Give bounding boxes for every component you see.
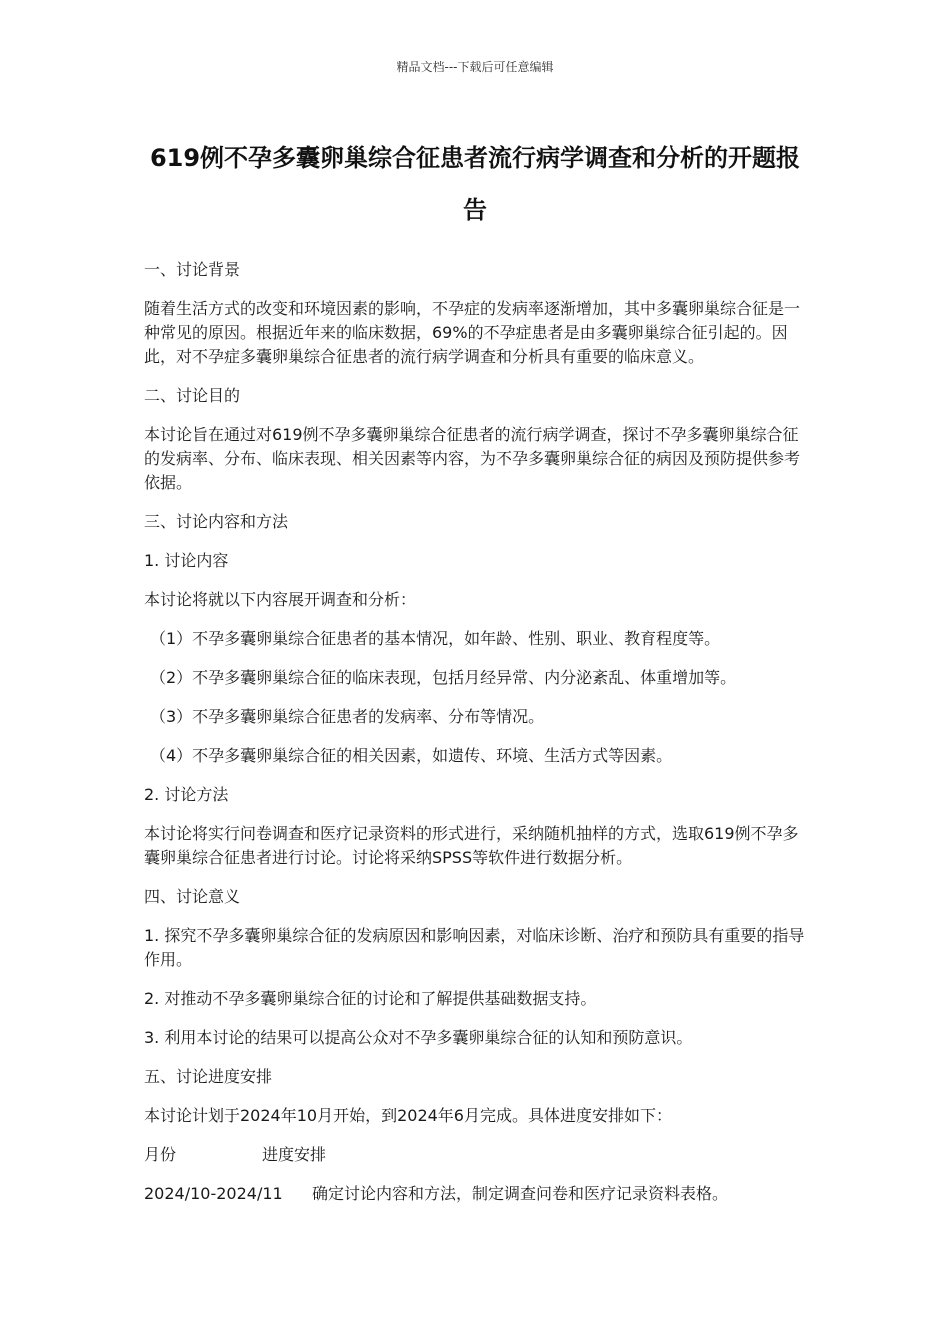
section-5-intro: 本讨论计划于2024年10月开始，到2024年6月完成。具体进度安排如下： — [144, 1106, 672, 1125]
list-item: （2）不孕多囊卵巢综合征的临床表现，包括月经异常、内分泌紊乱、体重增加等。 — [150, 668, 737, 687]
schedule-header-row — [144, 1143, 806, 1167]
section-1-heading: 一、讨论背景 — [144, 260, 241, 279]
list-item: （1）不孕多囊卵巢综合征患者的基本情况，如年龄、性别、职业、教育程度等。 — [150, 629, 721, 648]
list-item: （3）不孕多囊卵巢综合征患者的发病率、分布等情况。 — [150, 707, 545, 726]
section-3-sub1-heading: 1. 讨论内容 — [144, 551, 229, 570]
section-3-sub2-heading: 2. 讨论方法 — [144, 785, 229, 804]
schedule-row — [144, 1182, 806, 1206]
page-header: 精品文档---下载后可任意编辑 — [396, 60, 554, 74]
list-item: （4）不孕多囊卵巢综合征的相关因素，如遗传、环境、生活方式等因素。 — [150, 746, 673, 765]
significance-point: 3. 利用本讨论的结果可以提高公众对不孕多囊卵巢综合征的认知和预防意识。 — [144, 1028, 693, 1047]
schedule-task: 确定讨论内容和方法，制定调查问卷和医疗记录资料表格。 — [312, 1184, 729, 1203]
section-2-body: 本讨论旨在通过对619例不孕多囊卵巢综合征患者的流行病学调查，探讨不孕多囊卵巢综合征的发病率、分布、临床表现、相关因素等内容，为不孕多囊卵巢综合征的病因及预防提供参考依据。 — [144, 425, 801, 492]
significance-point: 1. 探究不孕多囊卵巢综合征的发病原因和影响因素，对临床诊断、治疗和预防具有重要的指导作用。 — [144, 926, 805, 969]
section-1-body: 随着生活方式的改变和环境因素的影响，不孕症的发病率逐渐增加，其中多囊卵巢综合征是一种常见的原因。根据近年来的临床数据，69%的不孕症患者是由多囊卵巢综合征引起的。因此，对不孕症多囊卵巢综合征患者的流行病学调查和分析具有重要的临床意义。 — [144, 299, 801, 366]
schedule-header-month: 月份 — [144, 1145, 177, 1164]
section-2-heading: 二、讨论目的 — [144, 386, 241, 405]
schedule-header-task: 进度安排 — [262, 1145, 327, 1164]
schedule-month: 2024/10-2024/11 — [144, 1184, 283, 1203]
significance-point: 2. 对推动不孕多囊卵巢综合征的讨论和了解提供基础数据支持。 — [144, 989, 597, 1008]
document-body — [144, 258, 806, 1221]
section-5-heading: 五、讨论进度安排 — [144, 1067, 273, 1086]
section-3-sub1-intro: 本讨论将就以下内容展开调查和分析： — [144, 590, 417, 609]
section-3-heading: 三、讨论内容和方法 — [144, 512, 289, 531]
section-3-sub2-body: 本讨论将实行问卷调查和医疗记录资料的形式进行，采纳随机抽样的方式，选取619例不孕多囊卵巢综合征患者进行讨论。讨论将采纳SPSS等软件进行数据分析。 — [144, 824, 799, 867]
document-title: 619例不孕多囊卵巢综合征患者流行病学调查和分析的开题报告 — [149, 144, 801, 224]
section-4-heading: 四、讨论意义 — [144, 887, 241, 906]
